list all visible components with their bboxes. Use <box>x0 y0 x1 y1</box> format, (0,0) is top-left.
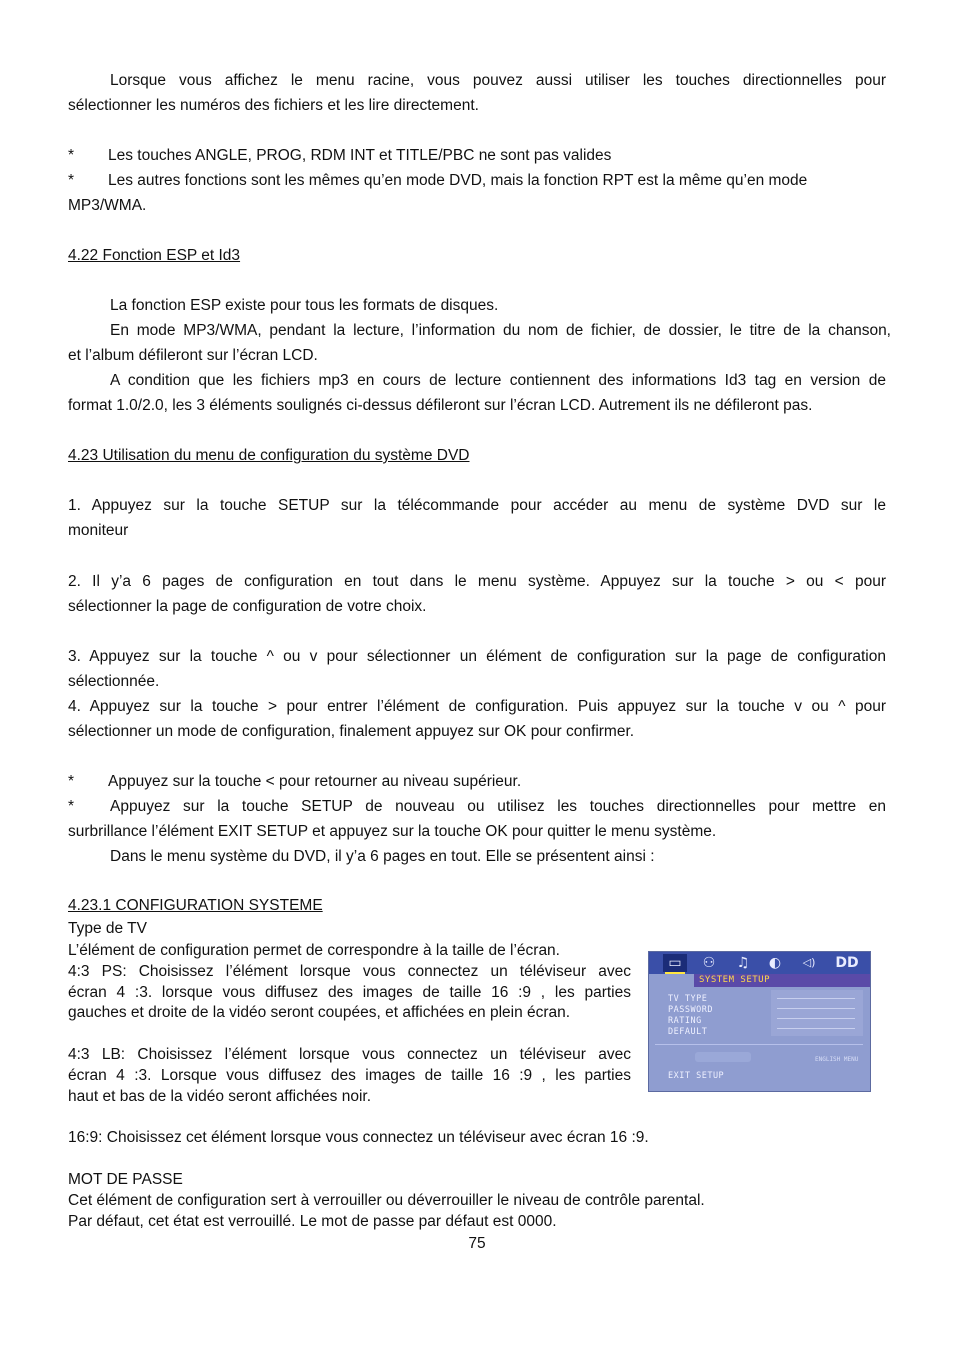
panel-line <box>777 998 855 999</box>
paragraph-line: L’élément de configuration permet de correspondre à la taille de l’écran. <box>68 942 560 959</box>
panel-line <box>777 1028 855 1029</box>
paragraph-line: haut et bas de la vidéo seront affichées noir. <box>68 1088 372 1105</box>
bullet-star: * <box>68 773 75 790</box>
paragraph-line: écran 4 :3. Lorsque vous diffusez des images de taille 16 :9 , les parties <box>68 1067 631 1084</box>
paragraph-line: 4:3 LB: Choisissez l’élément lorsque vous connectez un téléviseur avec <box>68 1046 631 1063</box>
bullet-text: Les touches ANGLE, PROG, RDM INT et TITLE/PBC ne sont pas valides <box>108 147 612 164</box>
paragraph-line: A condition que les fichiers mp3 en cours de lecture contiennent des informations Id3 tag en version de <box>110 372 886 389</box>
paragraph-line: format 1.0/2.0, les 3 éléments soulignés ci-dessus défileront sur l’écran LCD. Autrement ils ne défileront pas. <box>68 397 813 414</box>
panel-line <box>777 1018 855 1019</box>
paragraph-line: et l’album défileront sur l’écran LCD. <box>68 347 318 364</box>
paragraph-line: sélectionner les numéros des fichiers et les lire directement. <box>68 97 479 114</box>
section-heading: 4.23 Utilisation du menu de configuration du système DVD <box>68 447 470 464</box>
exit-setup-item: EXIT SETUP <box>668 1071 725 1081</box>
step-line: sélectionnée. <box>68 673 160 690</box>
bullet-star: * <box>68 172 75 189</box>
panel-line <box>777 1008 855 1009</box>
person-screen-icon: ⚇ <box>702 955 716 971</box>
paragraph-line: 16:9: Choisissez cet élément lorsque vous connectez un téléviseur avec écran 16 :9. <box>68 1129 649 1146</box>
password-dots <box>695 1052 751 1062</box>
paragraph-line: écran 4 :3. lorsque vous diffusez des images de taille 16 :9 , les parties <box>68 984 631 1001</box>
disc-icon: ◐ <box>768 955 782 971</box>
system-setup-screenshot <box>648 951 871 1092</box>
options-panel <box>771 990 863 1036</box>
bullet-text-cont: MP3/WMA. <box>68 197 147 214</box>
selected-tab-indicator <box>665 972 685 974</box>
bullet-star: * <box>68 798 75 815</box>
page-number: 75 <box>468 1235 486 1252</box>
section-heading: 4.23.1 CONFIGURATION SYSTEME <box>68 897 323 914</box>
item-title: Type de TV <box>68 920 147 937</box>
item-title: MOT DE PASSE <box>68 1171 183 1188</box>
english-menu-label: ENGLISH MENU <box>815 1056 859 1063</box>
step-line: 2. Il y’a 6 pages de configuration en tout dans le menu système. Appuyez sur la touche > ou < pour <box>68 573 886 590</box>
dolby-icon: DD <box>835 955 859 971</box>
speaker-icon: ◁) <box>802 956 816 969</box>
paragraph-line: Lorsque vous affichez le menu racine, vous pouvez aussi utiliser les touches directionnelles pour <box>110 72 886 89</box>
step-line: 3. Appuyez sur la touche ^ ou v pour sélectionner un élément de configuration sur la page de configuration <box>68 648 886 665</box>
paragraph-line: Par défaut, cet état est verrouillé. Le mot de passe par défaut est 0000. <box>68 1213 557 1230</box>
menu-item-default: DEFAULT <box>668 1027 708 1037</box>
menu-item-tv-type: TV TYPE <box>668 994 708 1004</box>
paragraph-line: Cet élément de configuration sert à verrouiller ou déverrouiller le niveau de contrôle parental. <box>68 1192 705 1209</box>
bullet-text: Appuyez sur la touche < pour retourner au niveau supérieur. <box>108 773 522 790</box>
step-line: moniteur <box>68 522 129 539</box>
bullet-text: Les autres fonctions sont les mêmes qu’en mode DVD, mais la fonction RPT est la même qu’en mode <box>108 172 808 189</box>
paragraph-line: La fonction ESP existe pour tous les formats de disques. <box>110 297 499 314</box>
step-line: 4. Appuyez sur la touche > pour entrer l’élément de configuration. Puis appuyez sur la touche v ou ^ pour <box>68 698 886 715</box>
setup-title: SYSTEM SETUP <box>699 975 771 985</box>
paragraph-line: En mode MP3/WMA, pendant la lecture, l’information du nom de fichier, de dossier, le titre de la chanson, <box>110 322 891 339</box>
bullet-text-cont: surbrillance l’élément EXIT SETUP et appuyez sur la touche OK pour quitter le menu système. <box>68 823 717 840</box>
bullet-star: * <box>68 147 75 164</box>
bullet-text: Appuyez sur la touche SETUP de nouveau ou utilisez les touches directionnelles pour mettre en <box>110 798 886 815</box>
paragraph-line: gauches et droite de la vidéo seront coupées, et affichées en plein écran. <box>68 1004 571 1021</box>
step-line: sélectionner la page de configuration de votre choix. <box>68 598 427 615</box>
monitor-icon: ▭ <box>663 954 687 972</box>
step-line: 1. Appuyez sur la touche SETUP sur la télécommande pour accéder au menu de système DVD sur le <box>68 497 886 514</box>
divider <box>655 1044 863 1045</box>
paragraph-line: 4:3 PS: Choisissez l’élément lorsque vous connectez un téléviseur avec <box>68 963 631 980</box>
step-line: sélectionner un mode de configuration, finalement appuyez sur OK pour confirmer. <box>68 723 635 740</box>
section-heading: 4.22 Fonction ESP et Id3 <box>68 247 241 264</box>
setup-tab-bar <box>649 952 870 974</box>
paragraph-line: Dans le menu système du DVD, il y’a 6 pages en tout. Elle se présentent ainsi : <box>110 848 655 865</box>
menu-item-password: PASSWORD <box>668 1005 713 1015</box>
music-note-icon: ♫ <box>736 955 750 971</box>
menu-item-rating: RATING <box>668 1016 702 1026</box>
